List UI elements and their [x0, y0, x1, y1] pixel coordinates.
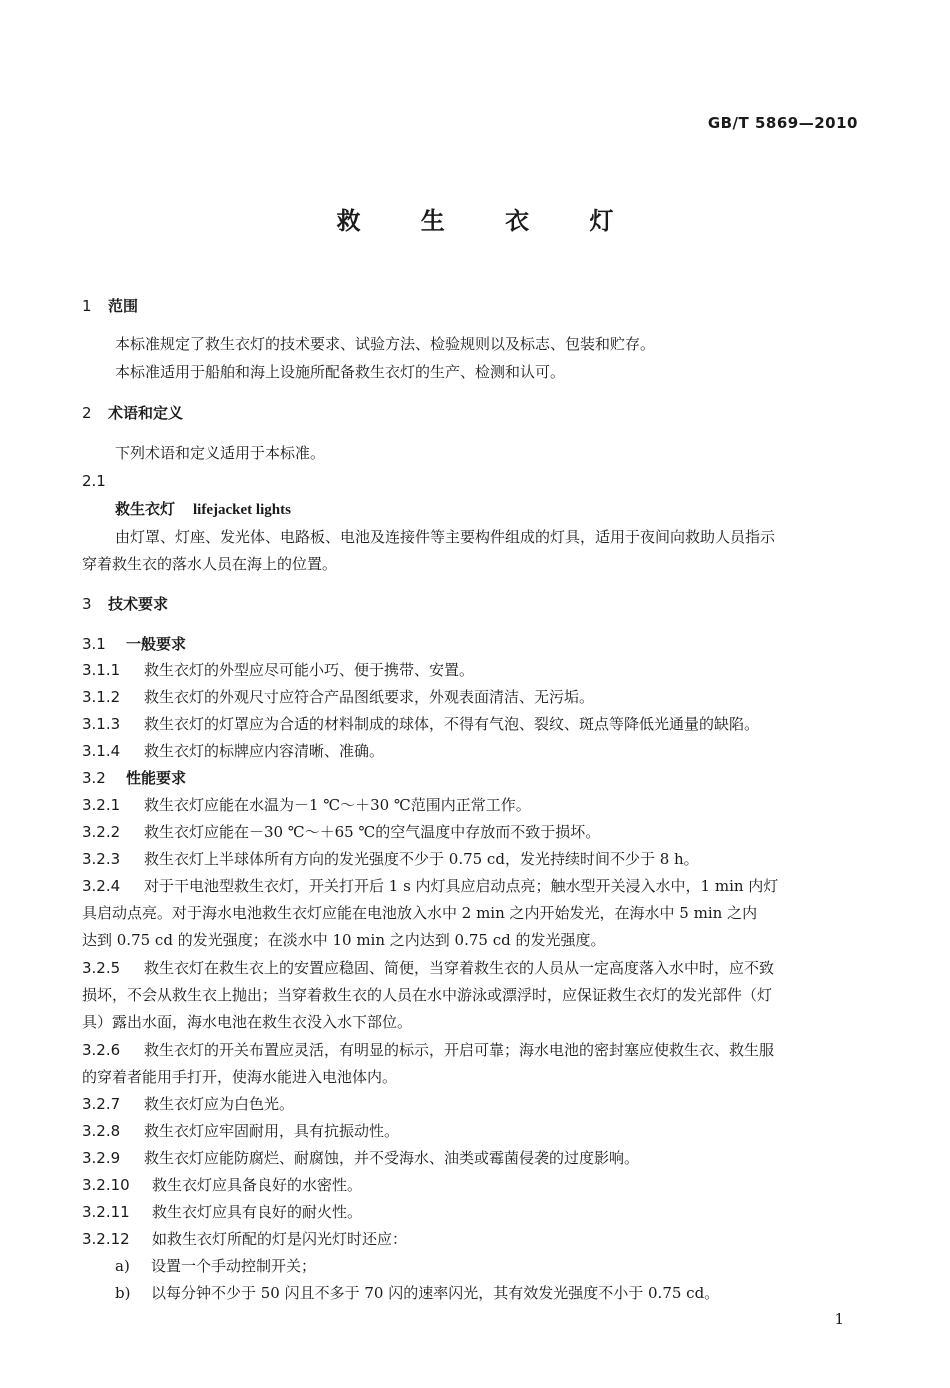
clause-number: 3.2.6 [82, 1041, 121, 1059]
section-number: 1 [82, 297, 92, 315]
clause-3-2-7 [82, 1094, 294, 1114]
clause-number: 3.2.1 [82, 796, 121, 814]
clause-3-2-1 [82, 795, 531, 815]
list-item [115, 1283, 719, 1303]
section-2-heading [82, 403, 183, 423]
clause-text: 救生衣灯应能防腐烂、耐腐蚀，并不受海水、油类或霉菌侵袭的过度影响。 [144, 1149, 640, 1167]
clause-text: 救生衣灯的外观尺寸应符合产品图纸要求，外观表面清洁、无污垢。 [144, 688, 595, 706]
section-1-heading [82, 296, 138, 316]
list-item [115, 1256, 316, 1276]
paragraph: 本标准规定了救生衣灯的技术要求、试验方法、检验规则以及标志、包装和贮存。 [115, 335, 656, 353]
clause-text: 救生衣灯的开关布置应灵活，有明显的标示，开启可靠；海水电池的密封塞应使救生衣、救生服 [144, 1041, 775, 1059]
clause-text: 救生衣灯的标牌应内容清晰、准确。 [144, 742, 385, 760]
clause-continuation: 具启动点亮。对于海水电池救生衣灯应能在电池放入水中 2 min 之内开始发光，在海水中 5 min 之内 [82, 904, 758, 922]
term-english: lifejacket lights [193, 502, 291, 518]
clause-number: 2.1 [82, 472, 106, 490]
clause-number: 3.1.2 [82, 688, 121, 706]
list-label: a) [115, 1257, 130, 1275]
clause-text: 对于干电池型救生衣灯，开关打开后 1 s 内灯具应启动点亮；触水型开关浸入水中，1 min 内灯 [144, 877, 779, 895]
clause-3-2-5 [82, 958, 774, 978]
term-entry [115, 499, 291, 520]
clause-continuation: 的穿着者能用手打开，使海水能进入电池体内。 [82, 1068, 398, 1086]
clause-number: 3.2.12 [82, 1230, 130, 1248]
clause-number: 3.2.10 [82, 1176, 130, 1194]
definition-line: 穿着救生衣的落水人员在海上的位置。 [82, 555, 338, 573]
list-label: b) [115, 1284, 131, 1302]
clause-number: 3.2 [82, 769, 106, 787]
clause-text: 救生衣灯应具备良好的水密性。 [152, 1176, 363, 1194]
clause-number: 3.1.4 [82, 742, 121, 760]
paragraph: 下列术语和定义适用于本标准。 [115, 444, 326, 462]
clause-number: 3.1.3 [82, 715, 121, 733]
clause-3-2-10 [82, 1175, 362, 1195]
clause-number: 3.2.11 [82, 1203, 130, 1221]
clause-3-1-1 [82, 660, 474, 680]
clause-3-2-3 [82, 849, 699, 869]
clause-number: 3.2.2 [82, 823, 121, 841]
section-3-heading [82, 594, 168, 614]
clause-text: 救生衣灯应能在－30 ℃～＋65 ℃的空气温度中存放而不致于损坏。 [144, 823, 601, 841]
clause-3-2-8 [82, 1121, 399, 1141]
clause-text: 救生衣灯的外型应尽可能小巧、便于携带、安置。 [144, 661, 475, 679]
section-title: 范围 [108, 297, 139, 315]
clause-3-2-12 [82, 1229, 407, 1249]
clause-text: 救生衣灯上半球体所有方向的发光强度不少于 0.75 cd，发光持续时间不少于 8 h。 [144, 850, 699, 868]
clause-number: 3.2.9 [82, 1149, 121, 1167]
clause-text: 救生衣灯的灯罩应为合适的材料制成的球体，不得有气泡、裂纹、斑点等降低光通量的缺陷。 [144, 715, 760, 733]
clause-text: 救生衣灯应能在水温为－1 ℃～＋30 ℃范围内正常工作。 [144, 796, 531, 814]
clause-3-1-3 [82, 714, 759, 734]
page-number: 1 [834, 1310, 844, 1328]
paragraph: 本标准适用于船舶和海上设施所配备救生衣灯的生产、检测和认可。 [115, 363, 566, 381]
clause-3-2-heading [82, 768, 186, 788]
clause-text: 如救生衣灯所配的灯是闪光灯时还应： [152, 1230, 408, 1248]
clause-number: 3.2.7 [82, 1095, 121, 1113]
clause-3-1-4 [82, 741, 384, 761]
term-chinese: 救生衣灯 [115, 500, 176, 518]
clause-3-2-9 [82, 1148, 639, 1168]
clause-title: 一般要求 [126, 635, 187, 653]
definition-line: 由灯罩、灯座、发光体、电路板、电池及连接件等主要构件组成的灯具，适用于夜间向救助人员指示 [115, 528, 776, 546]
standard-number: GB/T 5869—2010 [707, 114, 858, 132]
clause-number: 3.2.4 [82, 877, 121, 895]
clause-number: 3.2.5 [82, 959, 121, 977]
clause-number: 3.1 [82, 635, 106, 653]
clause-continuation: 达到 0.75 cd 的发光强度；在淡水中 10 min 之内达到 0.75 cd 的发光强度。 [82, 931, 606, 949]
clause-text: 救生衣灯应具有良好的耐火性。 [152, 1203, 363, 1221]
clause-number: 3.2.8 [82, 1122, 121, 1140]
clause-3-2-11 [82, 1202, 362, 1222]
clause-text: 救生衣灯应牢固耐用，具有抗振动性。 [144, 1122, 400, 1140]
list-text: 以每分钟不少于 50 闪且不多于 70 闪的速率闪光，其有效发光强度不小于 0.75 cd。 [151, 1284, 720, 1302]
document-title: 救 生 衣 灯 [336, 207, 640, 235]
clause-3-1-heading [82, 634, 186, 654]
clause-title: 性能要求 [126, 769, 187, 787]
clause-3-2-2 [82, 822, 600, 842]
list-text: 设置一个手动控制开关； [151, 1257, 317, 1275]
clause-3-2-6 [82, 1040, 774, 1060]
clause-number: 3.2.3 [82, 850, 121, 868]
clause-continuation: 损坏，不会从救生衣上抛出；当穿着救生衣的人员在水中游泳或漂浮时，应保证救生衣灯的发光部件（灯 [82, 986, 773, 1004]
section-title: 术语和定义 [108, 404, 184, 422]
section-number: 2 [82, 404, 92, 422]
clause-3-1-2 [82, 687, 594, 707]
clause-3-2-4 [82, 876, 778, 896]
section-number: 3 [82, 595, 92, 613]
section-title: 技术要求 [108, 595, 169, 613]
clause-number: 3.1.1 [82, 661, 121, 679]
clause-continuation: 具）露出水面，海水电池在救生衣没入水下部位。 [82, 1013, 413, 1031]
clause-text: 救生衣灯在救生衣上的安置应稳固、简便，当穿着救生衣的人员从一定高度落入水中时，应不致 [144, 959, 775, 977]
clause-text: 救生衣灯应为白色光。 [144, 1095, 295, 1113]
